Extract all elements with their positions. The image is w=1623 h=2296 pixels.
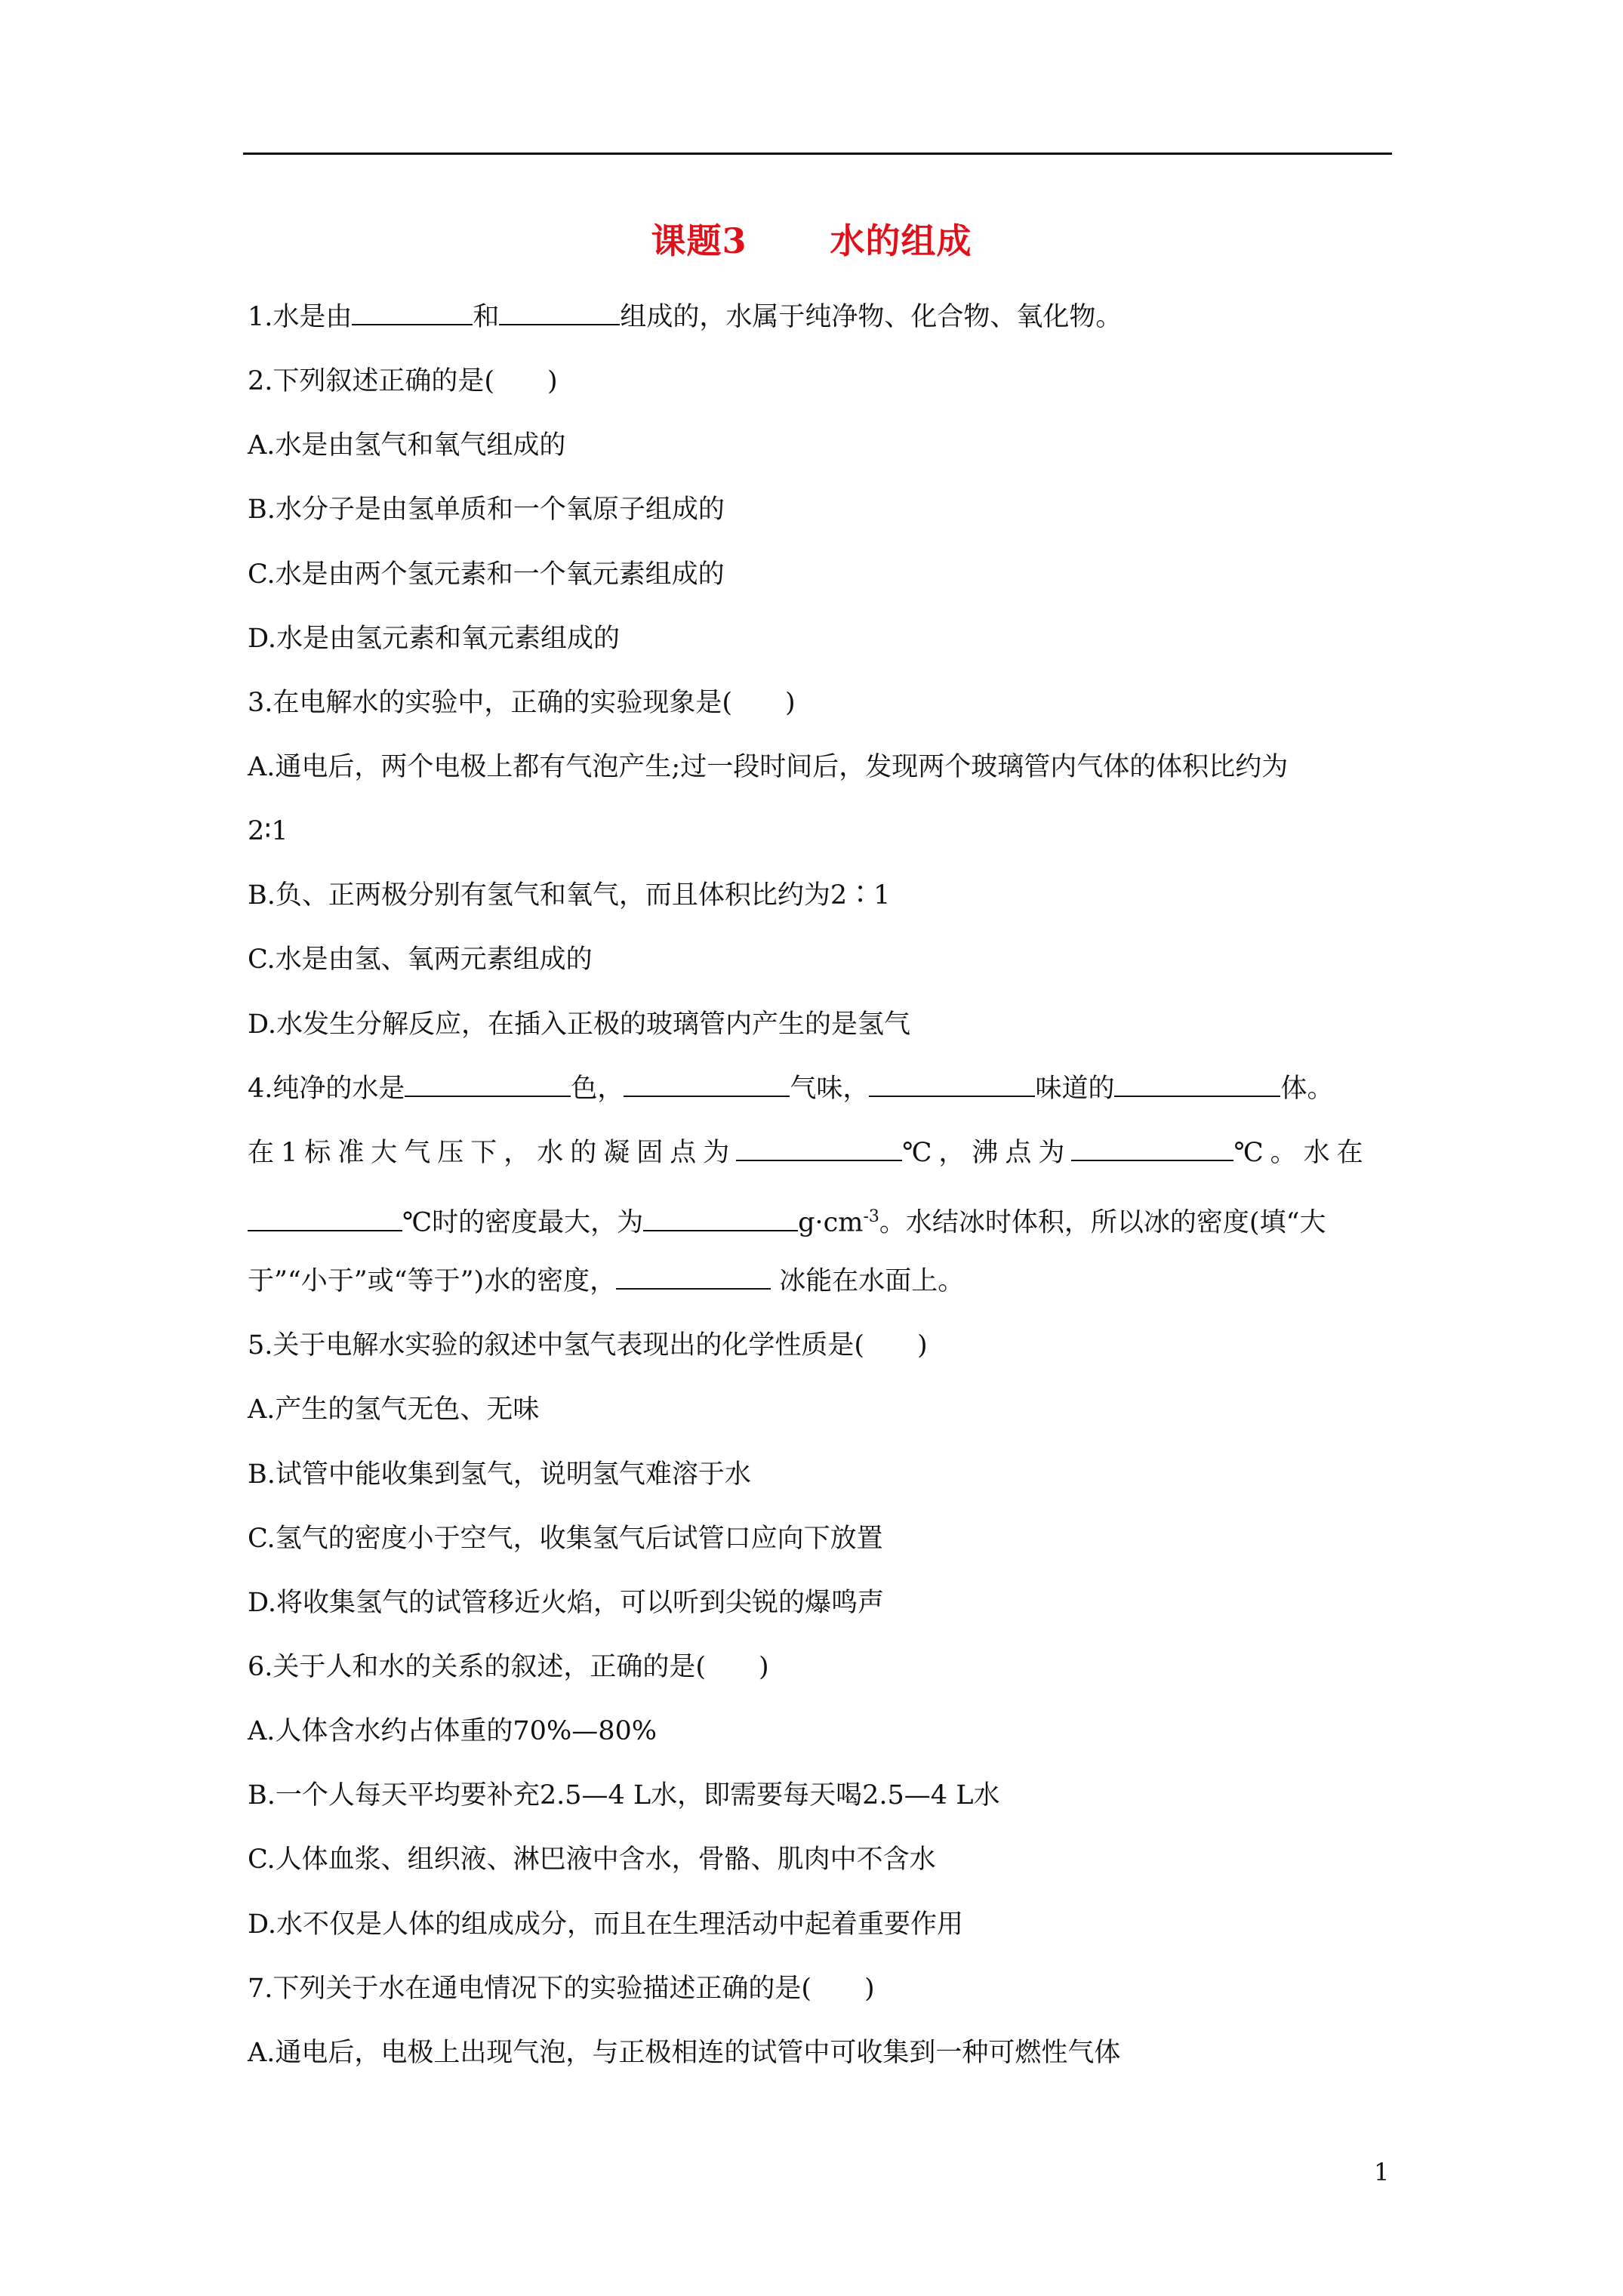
page-title — [0, 214, 1623, 264]
q6-option-d: D.水不仅是人体的组成成分，而且在生理活动中起着重要作用 — [248, 1909, 963, 1940]
q4-unit-exponent: -3 — [863, 1207, 879, 1226]
q5-option-b: B.试管中能收集到氢气，说明氢气难溶于水 — [248, 1459, 751, 1490]
q5-option-c: C.氢气的密度小于空气，收集氢气后试管口应向下放置 — [248, 1524, 883, 1554]
q2-option-c: C.水是由两个氢元素和一个氧元素组成的 — [248, 559, 725, 590]
q4-text-3c: 。水结冰时体积，所以冰的密度(填“大 — [879, 1207, 1326, 1238]
title-main: 水的组成 — [830, 220, 972, 261]
q7-stem: 7.下列关于水在通电情况下的实验描述正确的是( ) — [248, 1974, 875, 2004]
q2-option-a: A.水是由氢气和氧气组成的 — [248, 430, 566, 461]
q3-option-a-line2: 2∶1 — [248, 816, 288, 846]
q2-option-b: B.水分子是由氢单质和一个氧原子组成的 — [248, 495, 725, 525]
q1-text-b: 和 — [473, 302, 500, 332]
q4-text-3a: ℃时的密度最大，为 — [402, 1207, 644, 1238]
q4-text-3b: g·cm — [798, 1207, 864, 1238]
q6-option-c: C.人体血浆、组织液、淋巴液中含水，骨骼、肌肉中不含水 — [248, 1845, 936, 1875]
q6-option-a: A.人体含水约占体重的70%—80% — [248, 1716, 657, 1746]
q2-option-d: D.水是由氢元素和氧元素组成的 — [248, 624, 620, 654]
q3-option-a-line1: A.通电后，两个电极上都有气泡产生;过一段时间后，发现两个玻璃管内气体的体积比约为 — [248, 752, 1289, 782]
q2-stem: 2.下列叙述正确的是( ) — [248, 366, 558, 396]
q6-stem: 6.关于人和水的关系的叙述，正确的是( ) — [248, 1652, 769, 1682]
q4-text-1d: 味道的 — [1035, 1074, 1115, 1104]
q7-option-a: A.通电后，电极上出现气泡，与正极相连的试管中可收集到一种可燃性气体 — [248, 2038, 1121, 2068]
q4-text-2c: ℃。水在 — [1233, 1138, 1370, 1168]
q1-blank-1[interactable] — [352, 300, 473, 325]
q4-blank-freezing[interactable] — [736, 1136, 902, 1161]
q4-blank-state[interactable] — [1114, 1071, 1280, 1097]
q3-option-d: D.水发生分解反应，在插入正极的玻璃管内产生的是氢气 — [248, 1009, 910, 1040]
q4-text-1c: 气味， — [790, 1074, 870, 1104]
q3-stem: 3.在电解水的实验中，正确的实验现象是( ) — [248, 688, 796, 718]
q1-text-a: 1.水是由 — [248, 302, 353, 332]
q5-option-a: A.产生的氢气无色、无味 — [248, 1395, 540, 1425]
q4-line-1 — [248, 1070, 1333, 1108]
q4-blank-odor[interactable] — [624, 1071, 790, 1097]
q4-text-4b: 冰能在水面上。 — [779, 1266, 965, 1296]
q6-option-b: B.一个人每天平均要补充2.5—4 L水，即需要每天喝2.5—4 L水 — [248, 1780, 1000, 1811]
q3-option-b: B.负、正两极分别有氢气和氧气，而且体积比约为2∶1 — [248, 880, 891, 911]
title-prefix: 课题3 — [651, 220, 747, 261]
q4-line-4 — [248, 1262, 964, 1300]
q4-text-1a: 4.纯净的水是 — [248, 1074, 405, 1104]
q4-blank-compare[interactable] — [616, 1264, 771, 1290]
q4-blank-density[interactable] — [643, 1206, 798, 1231]
q4-blank-taste[interactable] — [869, 1071, 1035, 1097]
q5-stem: 5.关于电解水实验的叙述中氢气表现出的化学性质是( ) — [248, 1330, 928, 1361]
q4-blank-boiling[interactable] — [1071, 1136, 1233, 1161]
q4-text-2b: ℃，沸点为 — [902, 1138, 1072, 1168]
q4-line-2 — [248, 1134, 1370, 1172]
q5-option-d: D.将收集氢气的试管移近火焰，可以听到尖锐的爆鸣声 — [248, 1588, 884, 1618]
q4-line-3 — [248, 1198, 1326, 1242]
q4-text-1e: 体。 — [1280, 1074, 1334, 1104]
page-number: 1 — [1374, 2158, 1390, 2187]
q4-text-2a: 在1标准大气压下，水的凝固点为 — [248, 1138, 737, 1168]
q4-blank-temp[interactable] — [248, 1206, 402, 1231]
q1-line — [248, 298, 1122, 336]
q4-text-4a: 于”“小于”或“等于”)水的密度， — [248, 1266, 617, 1296]
q1-text-c: 组成的，水属于纯净物、化合物、氧化物。 — [620, 302, 1123, 332]
q1-blank-2[interactable] — [499, 300, 620, 325]
q4-text-1b: 色， — [571, 1074, 624, 1104]
q3-option-c: C.水是由氢、氧两元素组成的 — [248, 945, 593, 975]
header-rule — [243, 153, 1392, 155]
q4-blank-color[interactable] — [405, 1071, 571, 1097]
